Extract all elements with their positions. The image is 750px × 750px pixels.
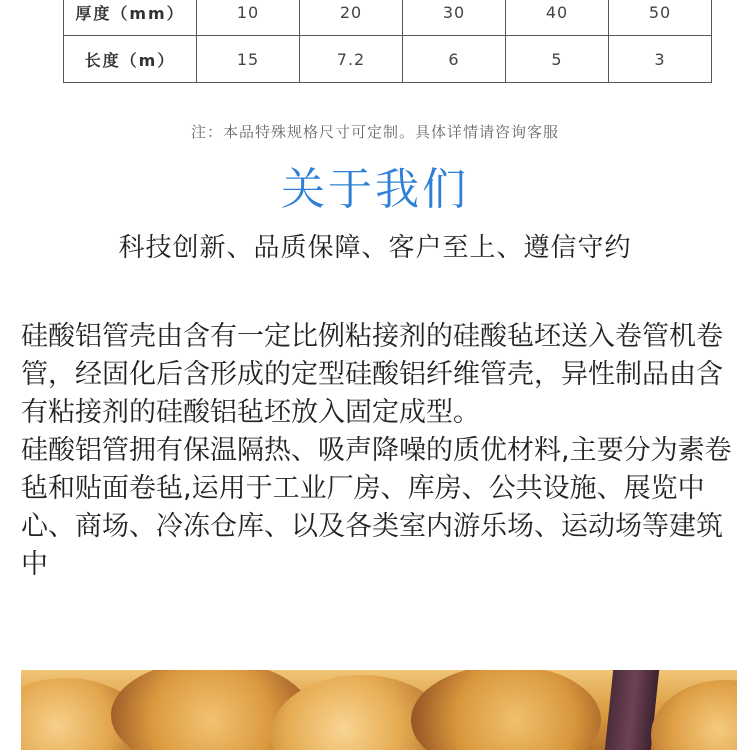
insulation-roll [411,670,601,750]
table-cell: 5 [506,36,609,83]
slogan: 科技创新、品质保障、客户至上、遵信守约 [118,233,632,263]
product-description [21,318,736,584]
spec-table [63,0,712,83]
row-header: 厚度（mm） [64,0,197,36]
table-cell: 7.2 [300,36,403,83]
insulation-roll [651,680,737,750]
table-cell: 10 [197,0,300,36]
about-title: 关于我们 [281,164,469,215]
table-cell: 30 [403,0,506,36]
table-cell: 40 [506,0,609,36]
row-header: 长度（m） [64,36,197,83]
product-photo [21,670,737,750]
table-cell: 50 [609,0,712,36]
description-paragraph-2: 硅酸铝管拥有保温隔热、吸声降噪的质优材料,主要分为素卷毡和贴面卷毡,运用于工业厂房、库房、公共设施、展览中心、商场、冷冻仓库、以及各类室内游乐场、运动场等建筑中 [21,435,732,580]
table-row-length [64,36,712,83]
table-cell: 15 [197,36,300,83]
description-paragraph-1: 硅酸铝管壳由含有一定比例粘接剂的硅酸毡坯送入卷管机卷管，经固化后含形成的定型硅酸铝纤维管壳，异性制品由含有粘接剂的硅酸铝毡坯放入固定成型。 [21,321,723,428]
custom-size-note: 注：本品特殊规格尺寸可定制。具体详情请咨询客服 [190,123,559,141]
table-cell: 6 [403,36,506,83]
table-row-thickness [64,0,712,36]
table-cell: 3 [609,36,712,83]
table-cell: 20 [300,0,403,36]
